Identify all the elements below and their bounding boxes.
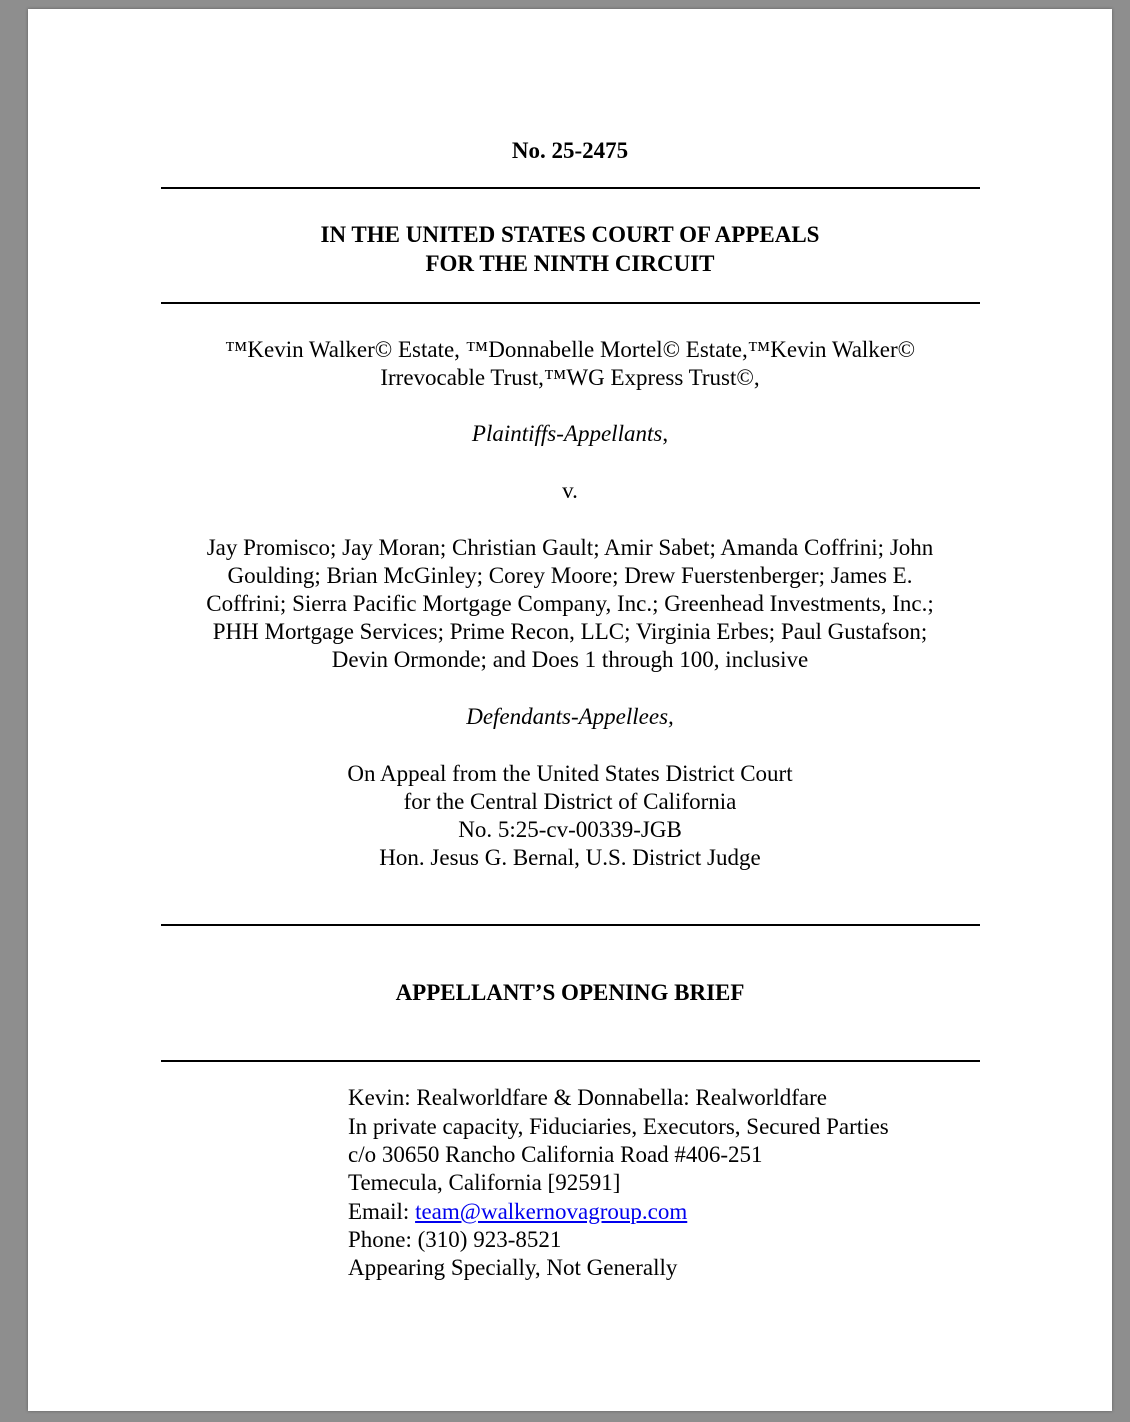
defendants-names-line2: Goulding; Brian McGinley; Corey Moore; Drew Fuerstenberger; James E. [227, 563, 913, 588]
divider-rule [161, 1060, 980, 1062]
appeal-line1: On Appeal from the United States District Court [347, 761, 793, 786]
versus: v. [562, 478, 578, 503]
appeal-line2: for the Central District of California [403, 789, 737, 814]
defendants-names-line4: PHH Mortgage Services; Prime Recon, LLC; Virginia Erbes; Paul Gustafson; [212, 619, 928, 644]
appeal-line3: No. 5:25-cv-00339-JGB [458, 817, 682, 842]
plaintiffs-names-line2: Irrevocable Trust,™WG Express Trust©, [380, 365, 760, 390]
document-page [28, 9, 1112, 1411]
contact-street: c/o 30650 Rancho California Road #406-251 [348, 1142, 763, 1167]
defendants-names-line3: Coffrini; Sierra Pacific Mortgage Company, Inc.; Greenhead Investments, Inc.; [206, 591, 934, 616]
plaintiffs-role-comma: , [662, 421, 669, 446]
contact-city: Temecula, California [92591] [348, 1170, 621, 1195]
contact-phone: Phone: (310) 923-8521 [348, 1227, 562, 1252]
court-name-line2: FOR THE NINTH CIRCUIT [425, 251, 715, 276]
appeal-line4: Hon. Jesus G. Bernal, U.S. District Judge [379, 845, 761, 870]
divider-rule [161, 187, 980, 189]
email-label: Email: [348, 1199, 416, 1224]
court-name-line1: IN THE UNITED STATES COURT OF APPEALS [320, 222, 820, 247]
divider-rule [161, 924, 980, 926]
defendants-names-line1: Jay Promisco; Jay Moran; Christian Gault; Amir Sabet; Amanda Coffrini; John [206, 535, 934, 560]
plaintiffs-role [28, 420, 1112, 448]
defendants-role: Defendants-Appellees, [466, 704, 674, 729]
divider-rule [161, 302, 980, 304]
defendants-names-line5: Devin Ormonde; and Does 1 through 100, inclusive [331, 647, 809, 672]
plaintiffs-role-text: Plaintiffs-Appellants [471, 421, 663, 446]
appearance-statement: Appearing Specially, Not Generally [348, 1255, 678, 1280]
contact-names: Kevin: Realworldfare & Donnabella: Realworldfare [348, 1085, 827, 1110]
contact-capacity: In private capacity, Fiduciaries, Executors, Secured Parties [348, 1114, 889, 1139]
brief-title: APPELLANT’S OPENING BRIEF [395, 980, 745, 1005]
contact-email [348, 1198, 687, 1226]
case-number: No. 25-2475 [511, 138, 629, 163]
plaintiffs-names-line1: ™Kevin Walker© Estate, ™Donnabelle Mortel© Estate,™Kevin Walker© [224, 337, 916, 362]
email-link[interactable]: team@walkernovagroup.com [415, 1199, 688, 1224]
